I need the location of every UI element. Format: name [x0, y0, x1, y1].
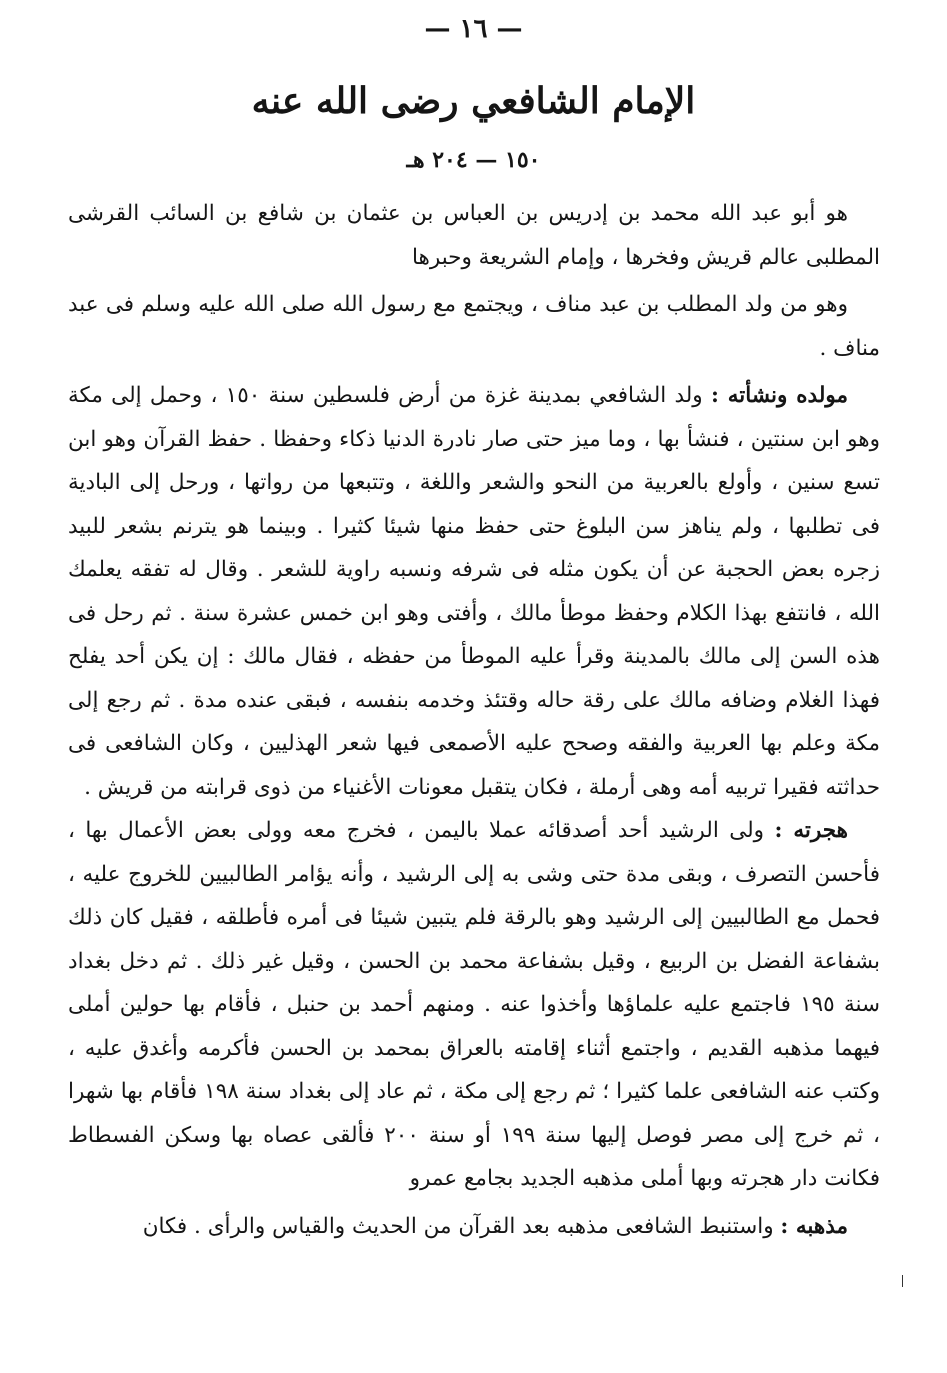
scan-mark	[902, 1275, 903, 1287]
paragraph-lineage	[68, 192, 880, 279]
paragraph-text: هو أبو عبد الله محمد بن إدريس بن العباس بن عثمان بن شافع بن السائب القرشى المطلبى عالم قريش وفخرها ، وإمام الشريعة وحبرها	[68, 201, 880, 270]
lifespan-dates: ١٥٠ — ٢٠٤ هـ	[406, 147, 541, 173]
paragraph-birth-upbringing	[68, 374, 880, 809]
paragraph-text: واستنبط الشافعى مذهبه بعد القرآن من الحديث والقياس والرأى . فكان	[142, 1213, 781, 1239]
body-text	[68, 192, 880, 1248]
paragraph-heading: مولده ونشأته :	[710, 383, 848, 408]
page-number: — ١٦ —	[424, 14, 523, 44]
paragraph-school	[68, 1205, 880, 1249]
paragraph-text: وهو من ولد المطلب بن عبد مناف ، ويجتمع مع رسول الله صلى الله عليه وسلم فى عبد مناف .	[68, 292, 880, 361]
paragraph-descent	[68, 283, 880, 370]
paragraph-heading: مذهبه :	[780, 1213, 848, 1239]
paragraph-migration	[68, 809, 880, 1201]
paragraph-text: ولد الشافعي بمدينة غزة من أرض فلسطين سنة ١٥٠ ، وحمل إلى مكة وهو ابن سنتين ، فنشأ بها ، وما ميز حتى صار نادرة الدنيا ذكاء وحفظا . حفظ القرآن وهو ابن تسع سنين ، وأولع بالعربية من النحو والشعر واللغة ، وتتبعها من رواتها ، ورحل إلى البادية فى تطلبها ، ولم يناهز سن البلوغ حتى حفظ منها شيئا كثيرا . وبينما هو يترنم بشعر للبيد زجره بعض الحجبة عن أن يكون مثله فى شرفه ونسبه راوية للشعر . وقال له تفقه يعلمك الله ، فانتفع بهذا الكلام وحفظ موطأ مالك ، وأفتى وهو ابن خمس عشرة سنة . ثم رحل فى هذه السن إلى مالك بالمدينة وقرأ عليه الموطأ من حفظه ، فقال مالك : إن يكن أحد يفلح فهذا الغلام وضافه مالك على رقة حاله وقتئذ وخدمه بنفسه ، فبقى عنده مدة . ثم رجع إلى مكة وعلم بها العربية والفقه وصحح عليه الأصمعى فيها شعر الهذليين ، وكان الشافعى فى حداثته فقيرا تربيه أمه وهى أرملة ، فكان يتقبل معونات الأغنياء من ذوى قرابته من قريش .	[68, 383, 880, 800]
paragraph-heading: هجرته :	[774, 818, 848, 843]
page-title: الإمام الشافعي رضى الله عنه	[251, 80, 696, 122]
paragraph-text: ولى الرشيد أحد أصدقائه عملا باليمن ، فخرج معه وولى بعض الأعمال بها ، فأحسن التصرف ، وبقى مدة حتى وشى به إلى الرشيد ، وأنه يؤامر الطالبيين للخروج عليه ، فحمل مع الطالبيين إلى الرشيد وهو بالرقة فلم يتبين شيئا فى أمره فأطلقه ، فقيل كان ذلك بشفاعة الفضل بن الربيع ، وقيل بشفاعة محمد بن الحسن ، وقيل غير ذلك . ثم دخل بغداد سنة ١٩٥ فاجتمع عليه علماؤها وأخذوا عنه . ومنهم أحمد بن حنبل ، فأقام بها حولين أملى فيهما مذهبه القديم ، واجتمع أثناء إقامته بالعراق بمحمد بن الحسن فأكرمه وأغدق عليه ، وكتب عنه الشافعى علما كثيرا ؛ ثم رجع إلى مكة ، ثم عاد إلى بغداد سنة ١٩٨ فأقام بها شهرا ، ثم خرج إلى مصر فوصل إليها سنة ١٩٩ أو سنة ٢٠٠ فألقى عصاه بها وسكن الفسطاط فكانت دار هجرته وبها أملى مذهبه الجديد بجامع عمرو	[68, 818, 880, 1191]
